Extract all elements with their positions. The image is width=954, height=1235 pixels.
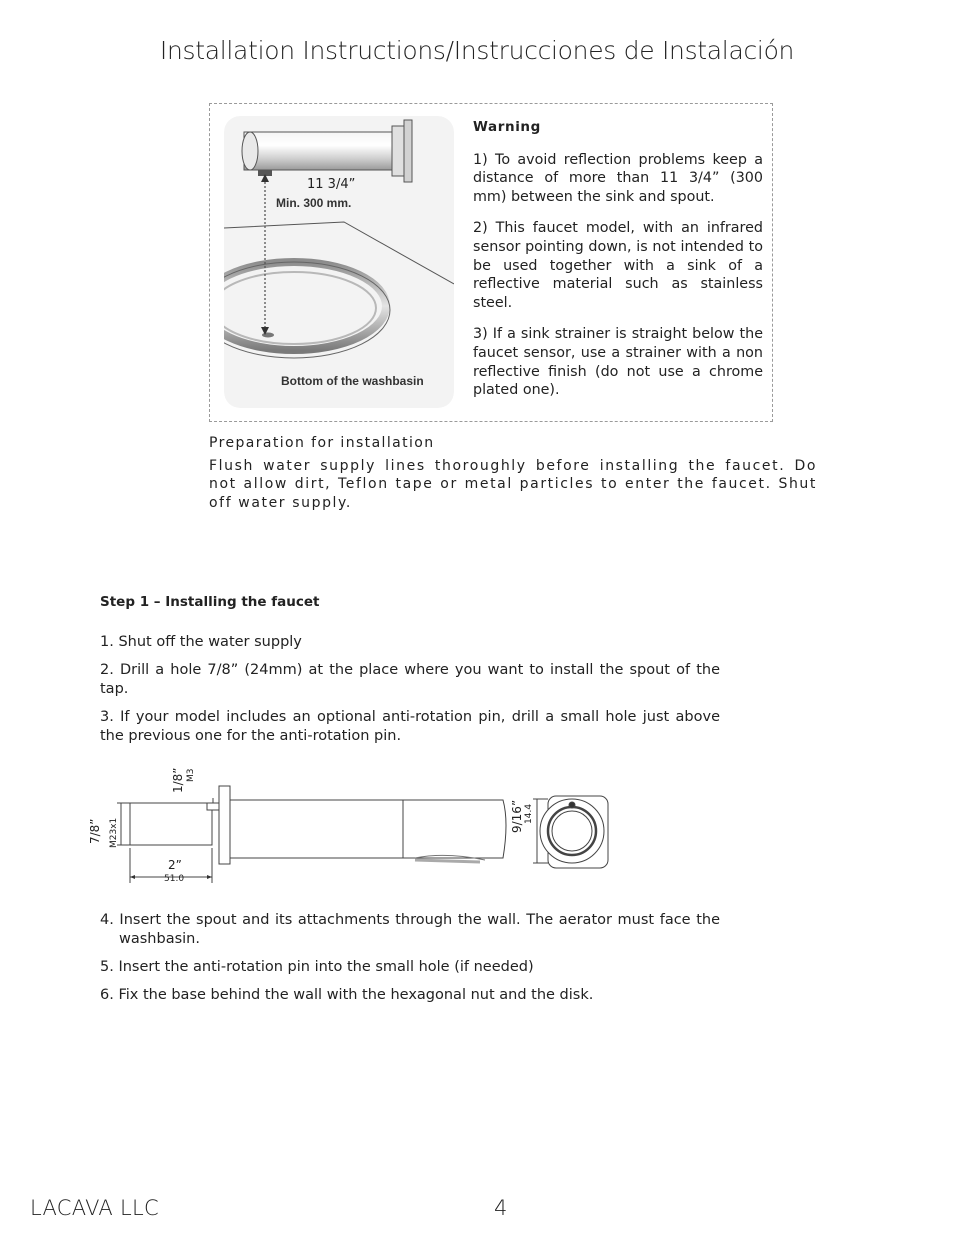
- preparation-body: Flush water supply lines thoroughly before installing the faucet. Do not allow dirt, Teflon tape or metal particles to enter the faucet. Shut off water supply.: [209, 457, 817, 511]
- step1-list-a: [100, 633, 720, 755]
- step1-list-b: [100, 911, 720, 1014]
- diameter-inches-label: 9/16”: [510, 799, 524, 833]
- distance-inches-label: 11 3/4”: [307, 177, 356, 192]
- thread-mm-label: M23x1: [109, 817, 119, 848]
- washbasin-bottom-label: Bottom of the washbasin: [281, 374, 424, 388]
- thread-inches-label: 7/8”: [88, 818, 102, 844]
- list-item: 4. Insert the spout and its attachments through the wall. The aerator must face the washbasin.: [100, 912, 720, 947]
- preparation-title: Preparation for installation: [209, 435, 435, 451]
- page-number: 4: [494, 1196, 508, 1220]
- length-inches-label: 2”: [168, 858, 182, 872]
- warning-item: 1) To avoid reflection problems keep a distance of more than 11 3/4” (300 mm) between the sink and spout.: [473, 151, 763, 205]
- pin-mm-label: M3: [186, 768, 196, 782]
- list-item: 3. If your model includes an optional anti-rotation pin, drill a small hole just above the previous one for the anti-rotation pin.: [100, 709, 720, 744]
- list-item: 1. Shut off the water supply: [100, 634, 302, 650]
- step1-title: Step 1 – Installing the faucet: [100, 594, 320, 610]
- warning-section: [473, 118, 763, 413]
- warning-item: 3) If a sink strainer is straight below the faucet sensor, use a strainer with a non reflective finish (do not use a chrome plated one).: [473, 326, 763, 399]
- distance-mm-label: Min. 300 mm.: [276, 196, 352, 210]
- spout-dimensions-figure: [85, 756, 625, 891]
- warning-heading: Warning: [473, 119, 541, 135]
- preparation-section: [209, 434, 817, 512]
- list-item: 2. Drill a hole 7/8” (24mm) at the place where you want to install the spout of the tap.: [100, 662, 720, 697]
- pin-inches-label: 1/8”: [171, 767, 185, 793]
- list-item: 5. Insert the anti-rotation pin into the small hole (if needed): [100, 959, 534, 975]
- diameter-mm-label: 14.4: [524, 803, 534, 824]
- list-item: 6. Fix the base behind the wall with the hexagonal nut and the disk.: [100, 987, 594, 1003]
- length-mm-label: 51.0: [164, 874, 185, 884]
- company-name: LACAVA LLC: [30, 1196, 159, 1220]
- page-title: Installation Instructions/Instrucciones de Instalación: [159, 36, 795, 65]
- faucet-distance-figure: [224, 116, 454, 408]
- warning-item: 2) This faucet model, with an infrared sensor pointing down, is not intended to be used together with a sink of a reflective material such as stainless steel.: [473, 220, 763, 311]
